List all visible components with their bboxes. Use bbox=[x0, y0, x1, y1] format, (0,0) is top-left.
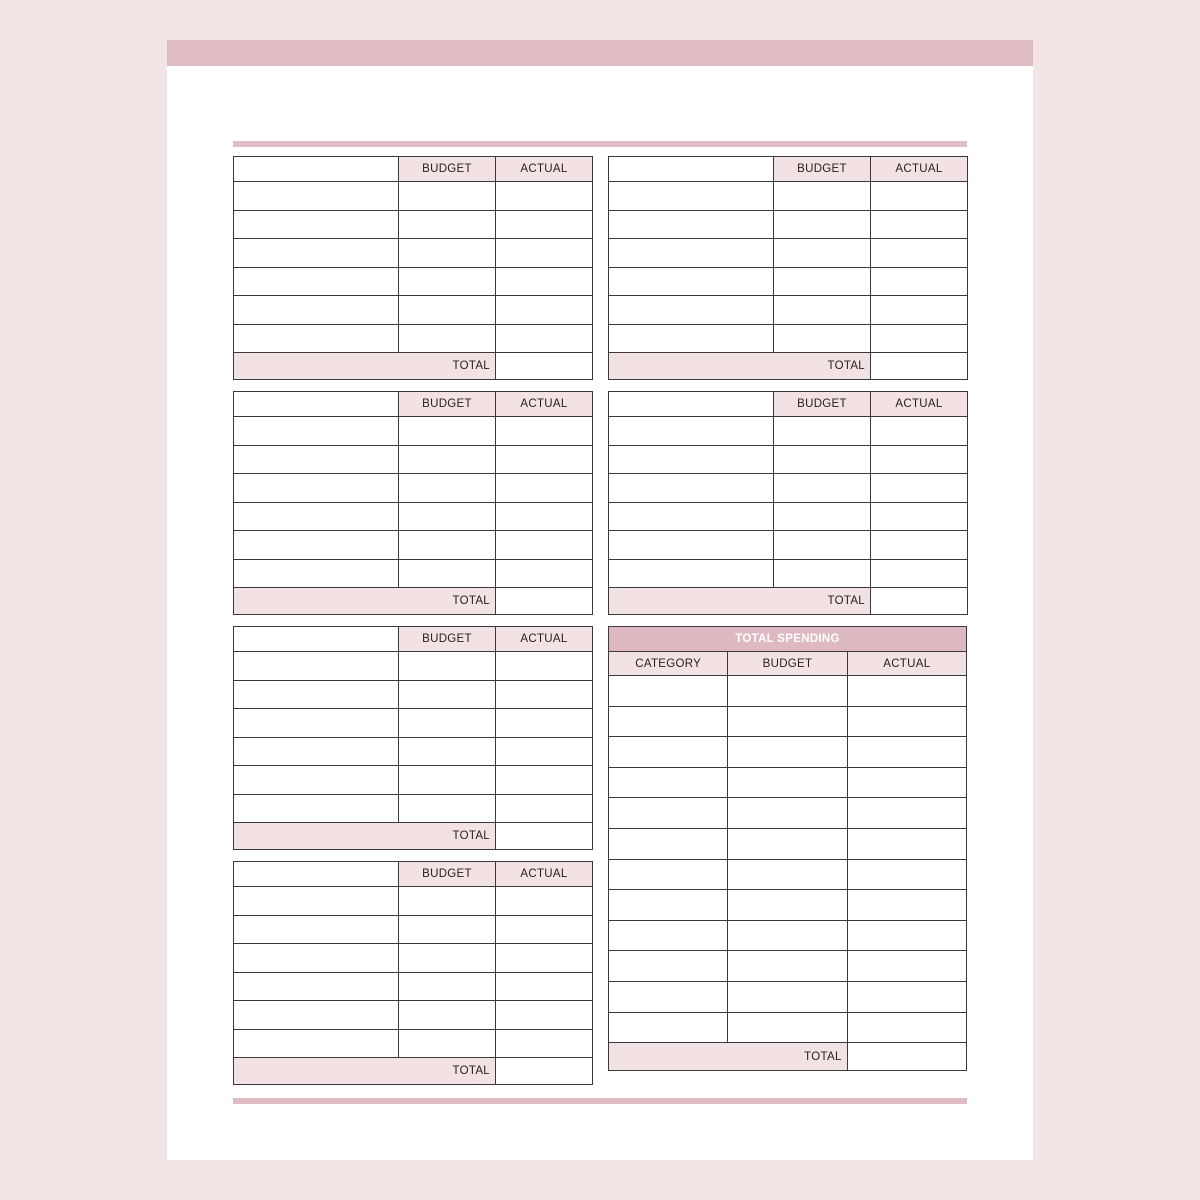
table-row bbox=[234, 794, 593, 823]
budget-cell[interactable] bbox=[399, 182, 496, 211]
category-cell[interactable] bbox=[234, 267, 399, 296]
budget-cell[interactable] bbox=[399, 915, 496, 944]
budget-cell[interactable] bbox=[774, 239, 871, 268]
category-cell[interactable] bbox=[609, 210, 774, 239]
table-row bbox=[234, 502, 593, 531]
total-spending-title: TOTAL SPENDING bbox=[609, 627, 967, 652]
budget-cell[interactable] bbox=[399, 709, 496, 738]
category-cell[interactable] bbox=[234, 709, 399, 738]
budget-cell[interactable] bbox=[399, 680, 496, 709]
category-cell[interactable] bbox=[609, 296, 774, 325]
budget-cell[interactable] bbox=[728, 828, 847, 859]
table-row bbox=[234, 531, 593, 560]
budget-header: BUDGET bbox=[399, 627, 496, 652]
category-cell[interactable] bbox=[609, 267, 774, 296]
category-cell[interactable] bbox=[609, 890, 728, 921]
category-cell[interactable] bbox=[234, 1029, 399, 1058]
category-header-cell[interactable] bbox=[234, 157, 399, 182]
budget-cell[interactable] bbox=[728, 676, 847, 707]
budget-cell[interactable] bbox=[774, 210, 871, 239]
actual-cell[interactable] bbox=[496, 267, 593, 296]
table-row bbox=[609, 296, 968, 325]
actual-cell[interactable] bbox=[496, 915, 593, 944]
budget-table-1 bbox=[233, 156, 593, 380]
table-row bbox=[609, 737, 967, 768]
category-cell[interactable] bbox=[609, 767, 728, 798]
actual-cell[interactable] bbox=[496, 944, 593, 973]
table-row bbox=[609, 182, 968, 211]
budget-cell[interactable] bbox=[399, 239, 496, 268]
category-cell[interactable] bbox=[234, 445, 399, 474]
table-row bbox=[609, 798, 967, 829]
budget-table-3 bbox=[233, 626, 593, 850]
table-row bbox=[609, 859, 967, 890]
category-cell[interactable] bbox=[609, 859, 728, 890]
actual-cell[interactable] bbox=[496, 239, 593, 268]
category-cell[interactable] bbox=[234, 915, 399, 944]
category-cell[interactable] bbox=[609, 951, 728, 982]
actual-cell[interactable] bbox=[496, 417, 593, 446]
table-row bbox=[609, 981, 967, 1012]
actual-cell[interactable] bbox=[496, 296, 593, 325]
total-actual-cell[interactable] bbox=[871, 588, 968, 615]
budget-cell[interactable] bbox=[728, 920, 847, 951]
table-row bbox=[609, 531, 968, 560]
total-actual-cell[interactable] bbox=[496, 823, 593, 850]
budget-cell[interactable] bbox=[399, 445, 496, 474]
category-cell[interactable] bbox=[609, 559, 774, 588]
actual-cell[interactable] bbox=[847, 767, 966, 798]
table-row bbox=[609, 920, 967, 951]
category-cell[interactable] bbox=[609, 737, 728, 768]
budget-table-4 bbox=[233, 861, 593, 1085]
actual-cell[interactable] bbox=[871, 531, 968, 560]
total-actual-cell[interactable] bbox=[496, 588, 593, 615]
table-row bbox=[234, 559, 593, 588]
actual-header: ACTUAL bbox=[496, 157, 593, 182]
budget-cell[interactable] bbox=[399, 1001, 496, 1030]
budget-cell[interactable] bbox=[399, 502, 496, 531]
table-row bbox=[609, 210, 968, 239]
table-row bbox=[609, 951, 967, 982]
table-row bbox=[234, 296, 593, 325]
budget-cell[interactable] bbox=[399, 210, 496, 239]
category-cell[interactable] bbox=[234, 766, 399, 795]
budget-header: BUDGET bbox=[399, 862, 496, 887]
budget-cell[interactable] bbox=[728, 798, 847, 829]
category-cell[interactable] bbox=[234, 324, 399, 353]
category-cell[interactable] bbox=[609, 239, 774, 268]
actual-header: ACTUAL bbox=[496, 862, 593, 887]
budget-cell[interactable] bbox=[774, 531, 871, 560]
budget-header: BUDGET bbox=[728, 652, 847, 676]
category-cell[interactable] bbox=[234, 296, 399, 325]
category-cell[interactable] bbox=[609, 474, 774, 503]
table-row bbox=[609, 828, 967, 859]
actual-cell[interactable] bbox=[496, 502, 593, 531]
category-cell[interactable] bbox=[234, 680, 399, 709]
category-header: CATEGORY bbox=[609, 652, 728, 676]
category-header-cell[interactable] bbox=[234, 392, 399, 417]
table-row bbox=[609, 239, 968, 268]
actual-cell[interactable] bbox=[496, 766, 593, 795]
actual-cell[interactable] bbox=[871, 324, 968, 353]
budget-cell[interactable] bbox=[399, 559, 496, 588]
budget-cell[interactable] bbox=[399, 766, 496, 795]
category-cell[interactable] bbox=[609, 920, 728, 951]
category-cell[interactable] bbox=[609, 531, 774, 560]
table-row bbox=[234, 944, 593, 973]
category-cell[interactable] bbox=[234, 502, 399, 531]
actual-cell[interactable] bbox=[847, 828, 966, 859]
total-label: TOTAL bbox=[609, 353, 871, 380]
actual-cell[interactable] bbox=[871, 210, 968, 239]
category-cell[interactable] bbox=[609, 981, 728, 1012]
actual-header: ACTUAL bbox=[496, 627, 593, 652]
table-row bbox=[234, 324, 593, 353]
table-row bbox=[609, 1012, 967, 1043]
actual-cell[interactable] bbox=[847, 706, 966, 737]
total-label: TOTAL bbox=[234, 823, 496, 850]
table-row bbox=[609, 559, 968, 588]
table-row bbox=[234, 210, 593, 239]
budget-cell[interactable] bbox=[399, 737, 496, 766]
total-label: TOTAL bbox=[609, 588, 871, 615]
budget-cell[interactable] bbox=[774, 296, 871, 325]
actual-cell[interactable] bbox=[496, 559, 593, 588]
budget-cell[interactable] bbox=[774, 182, 871, 211]
actual-cell[interactable] bbox=[496, 887, 593, 916]
category-cell[interactable] bbox=[609, 1012, 728, 1043]
table-row bbox=[609, 324, 968, 353]
budget-cell[interactable] bbox=[399, 794, 496, 823]
total-actual-cell[interactable] bbox=[847, 1043, 966, 1071]
actual-cell[interactable] bbox=[496, 709, 593, 738]
budget-cell[interactable] bbox=[728, 1012, 847, 1043]
total-label: TOTAL bbox=[234, 353, 496, 380]
total-spending-table bbox=[608, 626, 967, 1071]
planner-page bbox=[167, 40, 1033, 1160]
budget-cell[interactable] bbox=[728, 981, 847, 1012]
total-label: TOTAL bbox=[234, 588, 496, 615]
table-row bbox=[234, 1001, 593, 1030]
actual-cell[interactable] bbox=[871, 239, 968, 268]
budget-cell[interactable] bbox=[774, 502, 871, 531]
category-cell[interactable] bbox=[609, 182, 774, 211]
budget-cell[interactable] bbox=[728, 890, 847, 921]
category-cell[interactable] bbox=[609, 445, 774, 474]
actual-cell[interactable] bbox=[496, 474, 593, 503]
table-row bbox=[609, 706, 967, 737]
table-row bbox=[234, 474, 593, 503]
actual-cell[interactable] bbox=[496, 737, 593, 766]
budget-header: BUDGET bbox=[399, 157, 496, 182]
actual-cell[interactable] bbox=[847, 920, 966, 951]
actual-cell[interactable] bbox=[871, 445, 968, 474]
budget-cell[interactable] bbox=[774, 445, 871, 474]
table-row bbox=[609, 267, 968, 296]
budget-cell[interactable] bbox=[774, 267, 871, 296]
budget-cell[interactable] bbox=[774, 324, 871, 353]
category-cell[interactable] bbox=[609, 706, 728, 737]
table-row bbox=[609, 502, 968, 531]
budget-cell[interactable] bbox=[399, 944, 496, 973]
category-cell[interactable] bbox=[234, 239, 399, 268]
category-cell[interactable] bbox=[609, 828, 728, 859]
budget-cell[interactable] bbox=[728, 951, 847, 982]
table-row bbox=[234, 915, 593, 944]
table-row bbox=[234, 766, 593, 795]
actual-cell[interactable] bbox=[871, 417, 968, 446]
top-divider bbox=[233, 141, 967, 147]
category-cell[interactable] bbox=[234, 737, 399, 766]
table-row bbox=[234, 445, 593, 474]
total-actual-cell[interactable] bbox=[871, 353, 968, 380]
actual-cell[interactable] bbox=[496, 182, 593, 211]
table-row bbox=[234, 239, 593, 268]
budget-cell[interactable] bbox=[728, 859, 847, 890]
actual-cell[interactable] bbox=[847, 981, 966, 1012]
budget-table-6 bbox=[608, 391, 968, 615]
budget-cell[interactable] bbox=[399, 267, 496, 296]
actual-cell[interactable] bbox=[847, 676, 966, 707]
actual-cell[interactable] bbox=[847, 890, 966, 921]
category-cell[interactable] bbox=[609, 502, 774, 531]
actual-cell[interactable] bbox=[496, 680, 593, 709]
actual-cell[interactable] bbox=[847, 859, 966, 890]
category-header-cell[interactable] bbox=[609, 392, 774, 417]
budget-cell[interactable] bbox=[728, 767, 847, 798]
actual-cell[interactable] bbox=[871, 474, 968, 503]
category-cell[interactable] bbox=[609, 324, 774, 353]
category-cell[interactable] bbox=[234, 944, 399, 973]
table-row bbox=[234, 972, 593, 1001]
actual-cell[interactable] bbox=[871, 182, 968, 211]
actual-cell[interactable] bbox=[496, 445, 593, 474]
page-header-band bbox=[167, 40, 1033, 66]
table-row bbox=[609, 445, 968, 474]
table-row bbox=[609, 474, 968, 503]
category-cell[interactable] bbox=[234, 652, 399, 681]
category-header-cell[interactable] bbox=[234, 862, 399, 887]
actual-cell[interactable] bbox=[871, 502, 968, 531]
bottom-divider bbox=[233, 1098, 967, 1104]
budget-cell[interactable] bbox=[728, 706, 847, 737]
table-row bbox=[234, 887, 593, 916]
budget-cell[interactable] bbox=[399, 1029, 496, 1058]
table-row bbox=[234, 680, 593, 709]
budget-cell[interactable] bbox=[774, 474, 871, 503]
actual-cell[interactable] bbox=[871, 559, 968, 588]
budget-header: BUDGET bbox=[399, 392, 496, 417]
actual-cell[interactable] bbox=[871, 267, 968, 296]
budget-cell[interactable] bbox=[399, 296, 496, 325]
table-row bbox=[234, 737, 593, 766]
table-row bbox=[234, 1029, 593, 1058]
budget-cell[interactable] bbox=[399, 474, 496, 503]
budget-cell[interactable] bbox=[399, 531, 496, 560]
actual-cell[interactable] bbox=[496, 210, 593, 239]
category-cell[interactable] bbox=[234, 182, 399, 211]
category-cell[interactable] bbox=[234, 474, 399, 503]
budget-cell[interactable] bbox=[774, 417, 871, 446]
budget-header: BUDGET bbox=[774, 157, 871, 182]
budget-cell[interactable] bbox=[399, 417, 496, 446]
actual-header: ACTUAL bbox=[871, 392, 968, 417]
category-cell[interactable] bbox=[234, 887, 399, 916]
budget-cell[interactable] bbox=[399, 652, 496, 681]
category-cell[interactable] bbox=[609, 676, 728, 707]
actual-cell[interactable] bbox=[847, 1012, 966, 1043]
category-cell[interactable] bbox=[234, 531, 399, 560]
table-row bbox=[609, 767, 967, 798]
category-cell[interactable] bbox=[234, 1001, 399, 1030]
category-cell[interactable] bbox=[234, 972, 399, 1001]
actual-cell[interactable] bbox=[496, 794, 593, 823]
table-row bbox=[609, 676, 967, 707]
budget-cell[interactable] bbox=[399, 972, 496, 1001]
table-row bbox=[234, 652, 593, 681]
actual-cell[interactable] bbox=[871, 296, 968, 325]
actual-cell[interactable] bbox=[496, 531, 593, 560]
total-actual-cell[interactable] bbox=[496, 353, 593, 380]
actual-cell[interactable] bbox=[496, 1001, 593, 1030]
total-label: TOTAL bbox=[609, 1043, 848, 1071]
actual-header: ACTUAL bbox=[496, 392, 593, 417]
actual-cell[interactable] bbox=[496, 1029, 593, 1058]
table-row bbox=[609, 417, 968, 446]
actual-header: ACTUAL bbox=[847, 652, 966, 676]
total-actual-cell[interactable] bbox=[496, 1058, 593, 1085]
budget-cell[interactable] bbox=[728, 737, 847, 768]
actual-cell[interactable] bbox=[496, 972, 593, 1001]
category-cell[interactable] bbox=[234, 794, 399, 823]
budget-table-5 bbox=[608, 156, 968, 380]
total-label: TOTAL bbox=[234, 1058, 496, 1085]
category-header-cell[interactable] bbox=[234, 627, 399, 652]
actual-header: ACTUAL bbox=[871, 157, 968, 182]
budget-cell[interactable] bbox=[399, 324, 496, 353]
actual-cell[interactable] bbox=[847, 737, 966, 768]
budget-cell[interactable] bbox=[774, 559, 871, 588]
table-row bbox=[609, 890, 967, 921]
budget-cell[interactable] bbox=[399, 887, 496, 916]
actual-cell[interactable] bbox=[496, 652, 593, 681]
table-row bbox=[234, 267, 593, 296]
table-row bbox=[234, 417, 593, 446]
actual-cell[interactable] bbox=[496, 324, 593, 353]
budget-header: BUDGET bbox=[774, 392, 871, 417]
table-row bbox=[234, 709, 593, 738]
category-header-cell[interactable] bbox=[609, 157, 774, 182]
category-cell[interactable] bbox=[234, 210, 399, 239]
table-row bbox=[234, 182, 593, 211]
category-cell[interactable] bbox=[234, 559, 399, 588]
actual-cell[interactable] bbox=[847, 951, 966, 982]
budget-table-2 bbox=[233, 391, 593, 615]
category-cell[interactable] bbox=[609, 417, 774, 446]
category-cell[interactable] bbox=[609, 798, 728, 829]
category-cell[interactable] bbox=[234, 417, 399, 446]
actual-cell[interactable] bbox=[847, 798, 966, 829]
